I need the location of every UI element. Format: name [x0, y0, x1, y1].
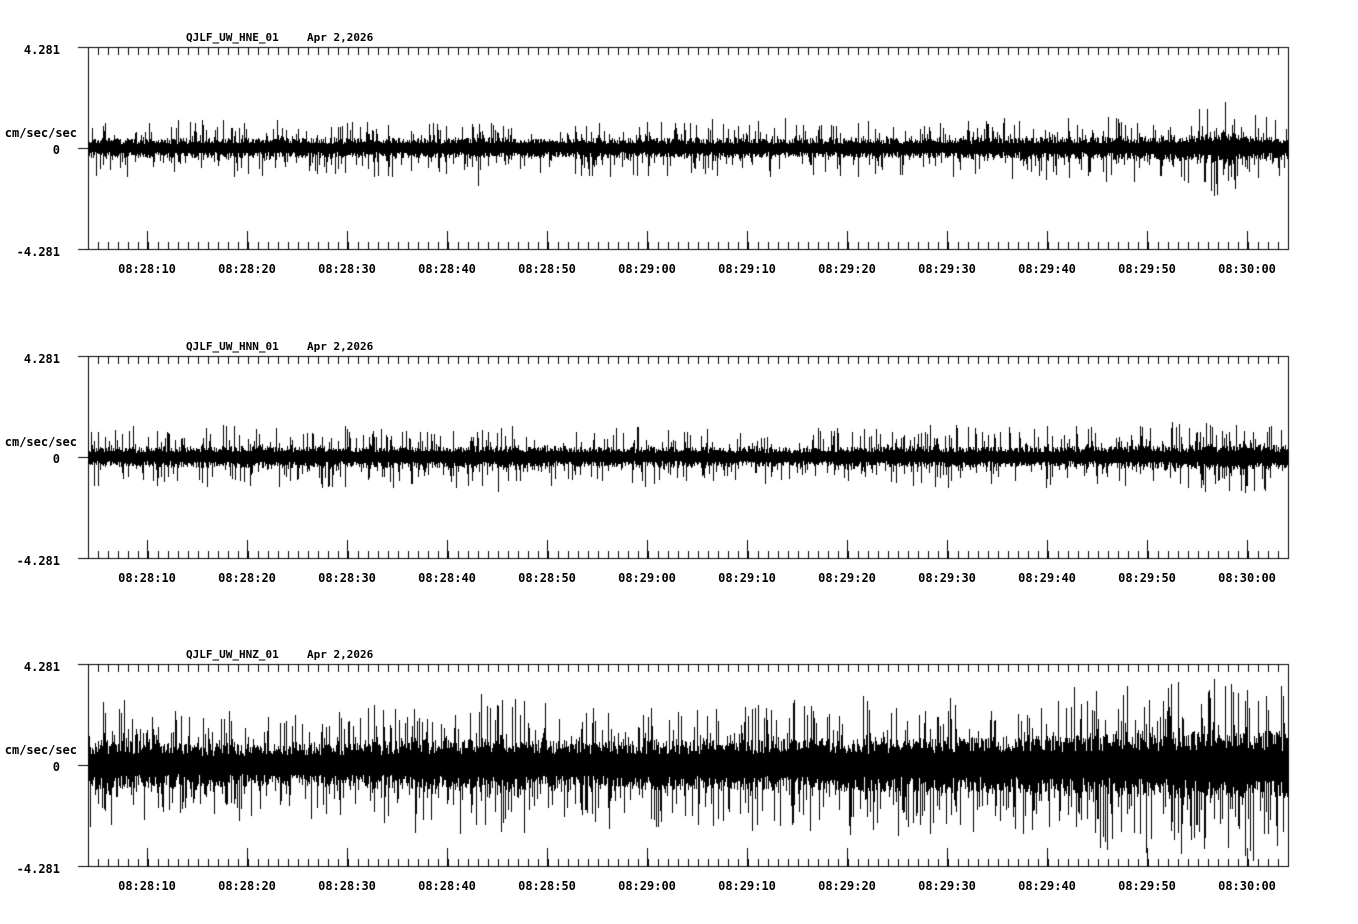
x-tick-label: 08:29:20	[818, 879, 876, 893]
x-tick-label: 08:28:30	[318, 262, 376, 276]
x-tick-label: 08:28:20	[218, 262, 276, 276]
x-tick-label: 08:28:30	[318, 879, 376, 893]
x-tick-label: 08:28:10	[118, 879, 176, 893]
x-tick-label: 08:29:10	[718, 571, 776, 585]
x-tick-label: 08:28:40	[418, 879, 476, 893]
x-tick-label: 08:29:10	[718, 262, 776, 276]
x-tick-label: 08:29:40	[1018, 571, 1076, 585]
panel-title-date: Apr 2,2026	[307, 648, 374, 661]
y-axis-max-label: 4.281	[23, 660, 60, 674]
x-tick-label: 08:29:50	[1118, 879, 1176, 893]
panel-title-station: QJLF_UW_HNZ_01	[186, 648, 279, 661]
y-axis-max-label: 4.281	[23, 43, 60, 57]
x-tick-label: 08:28:20	[218, 571, 276, 585]
x-tick-label: 08:29:20	[818, 262, 876, 276]
panel-title-station: QJLF_UW_HNE_01	[186, 31, 279, 44]
panel-title-date: Apr 2,2026	[307, 340, 374, 353]
y-axis-units-label: cm/sec/sec	[4, 435, 77, 449]
x-tick-label: 08:29:30	[918, 262, 976, 276]
y-axis-zero-label: 0	[52, 143, 60, 157]
x-tick-label: 08:29:30	[918, 571, 976, 585]
x-tick-label: 08:28:50	[518, 571, 576, 585]
x-tick-label: 08:28:10	[118, 571, 176, 585]
y-axis-min-label: -4.281	[16, 862, 60, 876]
x-tick-label: 08:28:30	[318, 571, 376, 585]
x-tick-label: 08:30:00	[1218, 571, 1276, 585]
x-tick-label: 08:28:50	[518, 879, 576, 893]
y-axis-max-label: 4.281	[23, 352, 60, 366]
x-tick-label: 08:29:50	[1118, 262, 1176, 276]
x-tick-label: 08:29:30	[918, 879, 976, 893]
y-axis-zero-label: 0	[52, 760, 60, 774]
x-tick-label: 08:29:40	[1018, 879, 1076, 893]
x-tick-label: 08:29:00	[618, 879, 676, 893]
y-axis-min-label: -4.281	[16, 554, 60, 568]
x-tick-label: 08:29:00	[618, 571, 676, 585]
x-tick-label: 08:28:10	[118, 262, 176, 276]
x-tick-label: 08:28:40	[418, 262, 476, 276]
x-tick-label: 08:28:40	[418, 571, 476, 585]
x-tick-label: 08:28:50	[518, 262, 576, 276]
x-tick-label: 08:28:20	[218, 879, 276, 893]
x-tick-label: 08:29:10	[718, 879, 776, 893]
y-axis-units-label: cm/sec/sec	[4, 126, 77, 140]
y-axis-units-label: cm/sec/sec	[4, 743, 77, 757]
x-tick-label: 08:30:00	[1218, 879, 1276, 893]
x-tick-label: 08:29:00	[618, 262, 676, 276]
x-tick-label: 08:30:00	[1218, 262, 1276, 276]
x-tick-label: 08:29:20	[818, 571, 876, 585]
panel-title-date: Apr 2,2026	[307, 31, 374, 44]
x-tick-label: 08:29:40	[1018, 262, 1076, 276]
panel-title-station: QJLF_UW_HNN_01	[186, 340, 279, 353]
y-axis-zero-label: 0	[52, 452, 60, 466]
y-axis-min-label: -4.281	[16, 245, 60, 259]
x-tick-label: 08:29:50	[1118, 571, 1176, 585]
